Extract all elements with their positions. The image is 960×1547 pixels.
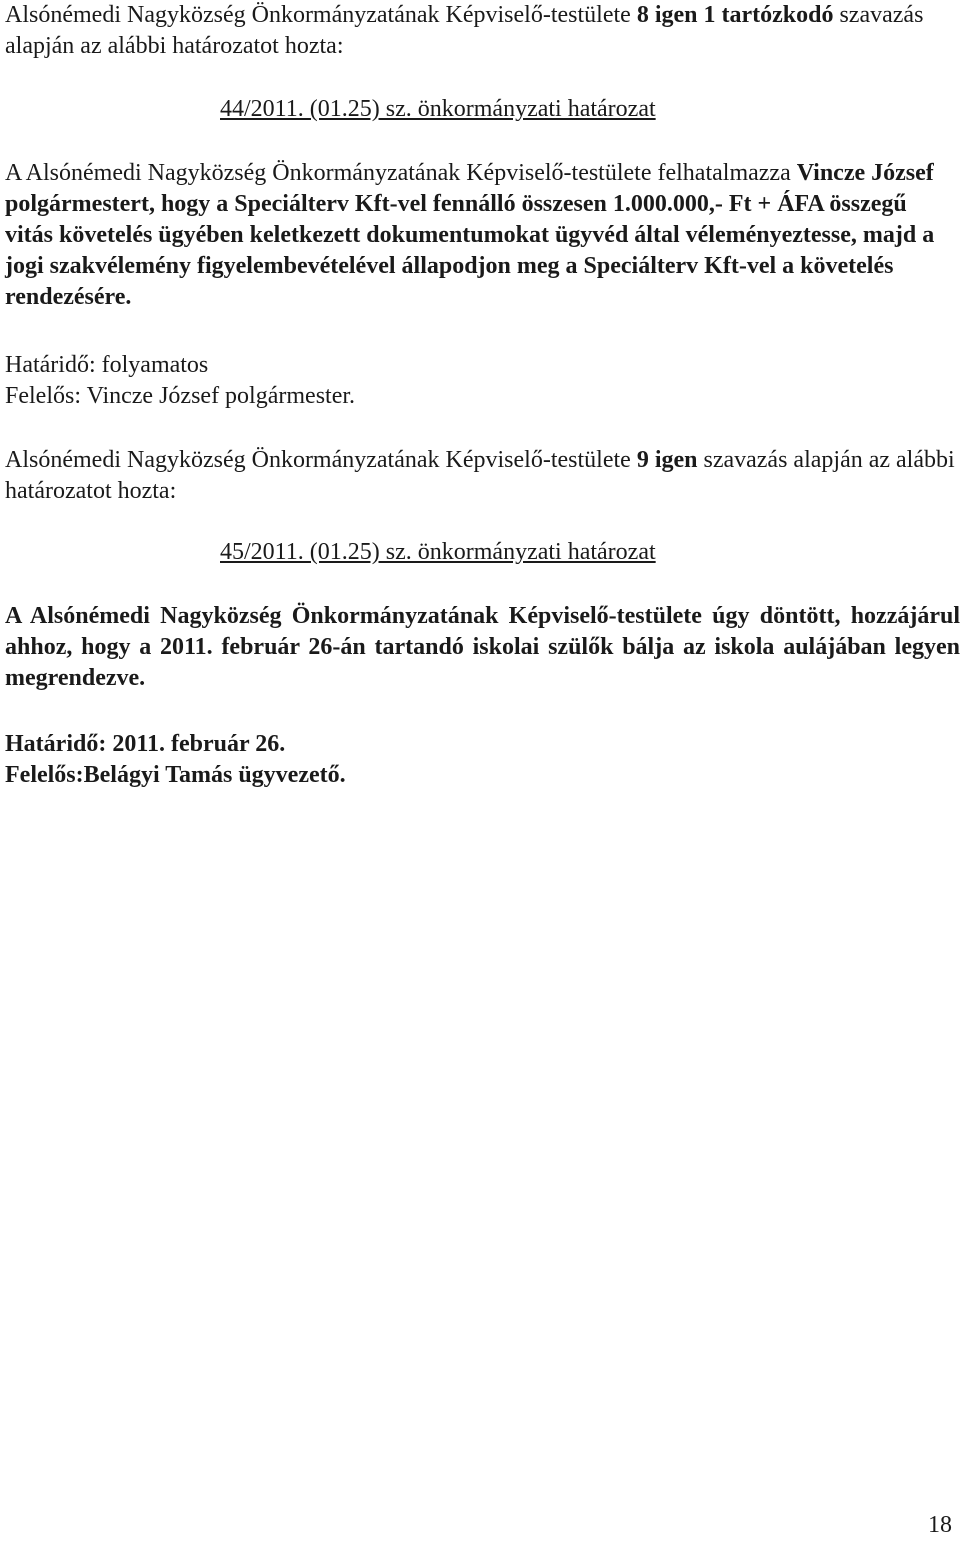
intro-text-end: szavazás alapján az alábbi határozatot hozta:: [5, 447, 955, 504]
resolution-text-start: A Alsónémedi Nagyközség Önkormányzatának Képviselő-testülete felhatalmazza: [5, 160, 797, 186]
voting-intro-2: [5, 445, 960, 507]
resolution-text-bold: Vincze József polgármestert, hogy a Speciálterv Kft-vel fennálló összesen 1.000.000,- Ft + ÁFA összegű vitás követelés ügyében keletkezett dokumentumokat ügyvéd által véleményeztesse, majd a jogi szakvélemény figyelembevételével állapodjon meg a Speciálterv Kft-vel a követelés rendezésére.: [5, 160, 935, 310]
vote-count: 9 igen: [636, 447, 698, 473]
page-number: 18: [928, 1512, 952, 1538]
resolution-text-44: [5, 158, 960, 313]
resolution-title-44: 44/2011. (01.25) sz. önkormányzati határozat: [220, 96, 656, 122]
intro-text-end: szavazás alapján az alábbi határozatot hozta:: [5, 2, 924, 59]
deadline-44: Határidő: folyamatos: [5, 352, 209, 378]
vote-count: 8 igen 1 tartózkodó: [636, 2, 834, 28]
intro-text-start: Alsónémedi Nagyközség Önkormányzatának Képviselő-testülete: [5, 2, 637, 28]
resolution-title-45: 45/2011. (01.25) sz. önkormányzati határozat: [220, 539, 656, 565]
responsible-45: Felelős:Belágyi Tamás ügyvezető.: [5, 762, 346, 788]
resolution-text-45: A Alsónémedi Nagyközség Önkormányzatának Képviselő-testülete úgy döntött, hozzájárul ahhoz, hogy a 2011. február 26-án tartandó iskolai szülők bálja az iskola aulájában legyen megrendezve.: [5, 603, 960, 691]
deadline-45: Határidő: 2011. február 26.: [5, 731, 286, 757]
voting-intro-1: [5, 0, 960, 62]
responsible-44: Felelős: Vincze József polgármester.: [5, 383, 356, 409]
intro-text-start: Alsónémedi Nagyközség Önkormányzatának Képviselő-testülete: [5, 447, 637, 473]
